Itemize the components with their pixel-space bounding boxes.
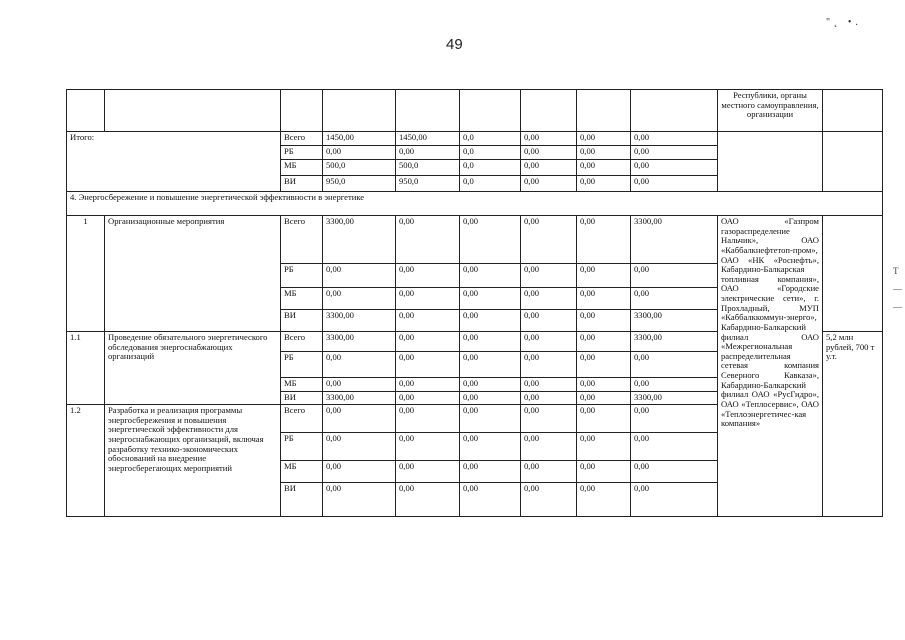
executors-energy: ОАО «Газпром газораспределение Нальчик», ОАО «Каббалкнефтетоп-пром», ОАО «НК «Роснефть», Кабардино-Балкарская топливная компания», ОАО «Городские электрические сети», г. Прохладный, МУП «Каббалккоммун-энерго», Кабардино-Балкарский филиал ОАО «Межрегиональная распределительная сетевая компания Северного Кавказа», Кабардино-Балкарский филиал ОАО «РусГидро», ОАО «Теплосервис», ОАО «Теплоэнергетичес-кая компания» <box>718 216 823 517</box>
item-result <box>823 216 883 332</box>
itogo-executor <box>718 132 823 192</box>
itogo-label: Итого: <box>67 132 281 192</box>
table-row: РБ 0,00 0,00 0,00 0,00 0,00 0,00 <box>67 433 883 461</box>
table-row: ВИ 950,0 950,0 0,0 0,00 0,00 0,00 <box>67 176 883 192</box>
cell-executor: Республики, органы местного самоуправления, организации <box>718 90 823 132</box>
scan-specks: "˛ •. <box>826 17 862 28</box>
table-row: ВИ 3300,00 0,00 0,00 0,00 0,00 3300,00 <box>67 392 883 405</box>
item-name: Организационные мероприятия <box>105 216 281 332</box>
itogo-result <box>823 132 883 192</box>
margin-mark: — <box>893 284 902 294</box>
item-number: 1.1 <box>67 332 105 405</box>
table-row: 1.1 Проведение обязательного энергетического обследования энергоснабжающих организаций Всего 3300,00 0,00 0,00 0,00 0,00 3300,00 5,2 млн рублей, 700 т у.т. <box>67 332 883 352</box>
table-row: РБ 0,00 0,00 0,0 0,00 0,00 0,00 <box>67 146 883 160</box>
table-row: РБ 0,00 0,00 0,00 0,00 0,00 0,00 <box>67 352 883 378</box>
item-number: 1.2 <box>67 405 105 517</box>
table-row: МБ 500,0 500,0 0,0 0,00 0,00 0,00 <box>67 160 883 176</box>
cell-name <box>105 90 281 132</box>
margin-marks <box>893 262 902 316</box>
item-result: 5,2 млн рублей, 700 т у.т. <box>823 332 883 517</box>
table-row: 1 Организационные мероприятия Всего 3300,00 0,00 0,00 0,00 0,00 3300,00 ОАО «Газпром газораспределение Нальчик», ОАО «Каббалкнефтетоп-пром», ОАО «НК «Роснефть», Кабардино-Балкарская топливная компания», ОАО «Городские электрические сети», г. Прохладный, МУП «Каббалккоммун-энерго», Кабардино-Балкарский филиал ОАО «Межрегиональная распределительная сетевая компания Северного Кавказа», Кабардино-Балкарский филиал ОАО «РусГидро», ОАО «Теплосервис», ОАО «Теплоэнергетичес-кая компания» <box>67 216 883 264</box>
table-row: ВИ 0,00 0,00 0,00 0,00 0,00 0,00 <box>67 483 883 517</box>
page-number: 49 <box>446 36 463 53</box>
cell-source <box>281 90 323 132</box>
table-row: МБ 0,00 0,00 0,00 0,00 0,00 0,00 <box>67 288 883 310</box>
margin-mark: — <box>893 302 902 312</box>
item-name: Проведение обязательного энергетического обследования энергоснабжающих организаций <box>105 332 281 405</box>
table-row: МБ 0,00 0,00 0,00 0,00 0,00 0,00 <box>67 461 883 483</box>
cell-num <box>67 90 105 132</box>
table-row: 1.2 Разработка и реализация программы энергосбережения и повышения энергетической эффективности для энергоснабжающих организаций, включая разработку технико-экономических обоснований на внедрение энергосберегающих мероприятий Всего 0,00 0,00 0,00 0,00 0,00 0,00 <box>67 405 883 433</box>
table-row: РБ 0,00 0,00 0,00 0,00 0,00 0,00 <box>67 264 883 288</box>
table-row: ВИ 3300,00 0,00 0,00 0,00 0,00 3300,00 <box>67 310 883 332</box>
program-table <box>66 89 883 517</box>
table-row: Итого: Всего 1450,00 1450,00 0,0 0,00 0,00 0,00 <box>67 132 883 146</box>
table-row: МБ 0,00 0,00 0,00 0,00 0,00 0,00 <box>67 378 883 392</box>
item-number: 1 <box>67 216 105 332</box>
item-name: Разработка и реализация программы энергосбережения и повышения энергетической эффективности для энергоснабжающих организаций, включая разработку технико-экономических обоснований на внедрение энергосберегающих мероприятий <box>105 405 281 517</box>
margin-mark: Т <box>893 266 899 276</box>
section-row <box>67 192 883 216</box>
continuation-row <box>67 90 883 132</box>
section-title: 4. Энергосбережение и повышение энергетической эффективности в энергетике <box>67 192 883 216</box>
